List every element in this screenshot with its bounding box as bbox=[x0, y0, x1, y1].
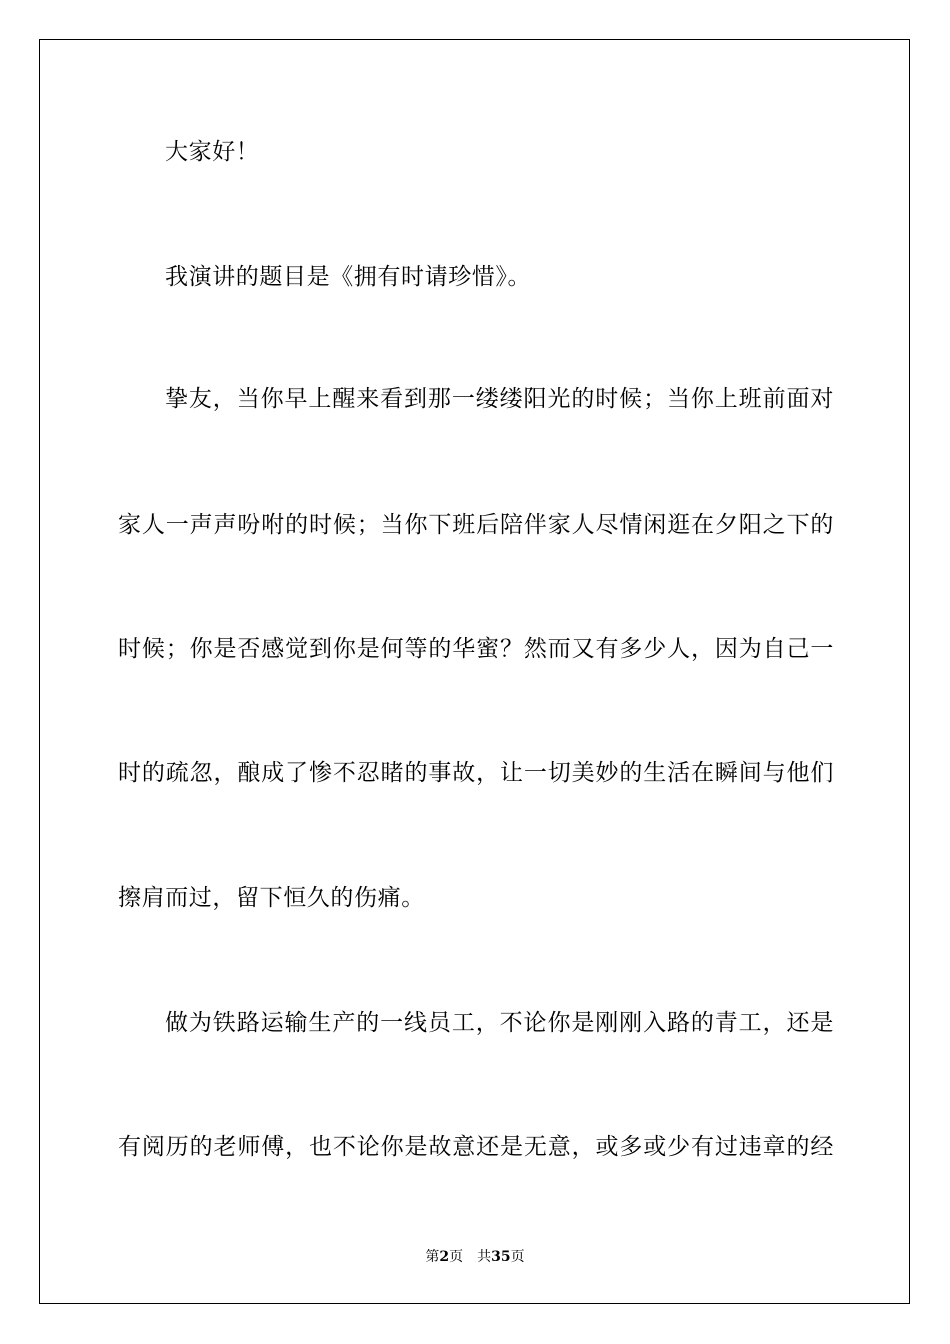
paragraph-line: 我演讲的题目是《拥有时请珍惜》。 bbox=[165, 264, 532, 290]
paragraph-line: 时候；你是否感觉到你是何等的华蜜？然而又有多少人，因为自己一 bbox=[118, 636, 834, 662]
paragraph-line: 时的疏忽，酿成了惨不忍睹的事故，让一切美妙的生活在瞬间与他们 bbox=[118, 760, 834, 786]
total-suffix: 页 bbox=[510, 1249, 525, 1265]
paragraph-line: 做为铁路运输生产的一线员工，不论你是刚刚入路的青工，还是 bbox=[165, 1010, 834, 1036]
paragraph-line: 有阅历的老师傅，也不论你是故意还是无意，或多或少有过违章的经 bbox=[118, 1134, 834, 1160]
page-prefix: 第 bbox=[425, 1249, 440, 1265]
total-pages: 35 bbox=[491, 1249, 511, 1265]
paragraph-line: 擦肩而过，留下恒久的伤痛。 bbox=[118, 885, 425, 911]
page-number: 2 bbox=[439, 1249, 450, 1265]
total-prefix: 共 bbox=[477, 1249, 492, 1265]
paragraph-line: 家人一声声吩咐的时候；当你下班后陪伴家人尽情闲逛在夕阳之下的 bbox=[118, 512, 834, 538]
paragraph-line: 大家好！ bbox=[165, 139, 260, 165]
page-border bbox=[39, 39, 910, 1304]
page-suffix: 页 bbox=[449, 1249, 464, 1265]
paragraph-line: 挚友，当你早上醒来看到那一缕缕阳光的时候；当你上班前面对 bbox=[165, 386, 834, 412]
page-footer bbox=[0, 1247, 950, 1267]
